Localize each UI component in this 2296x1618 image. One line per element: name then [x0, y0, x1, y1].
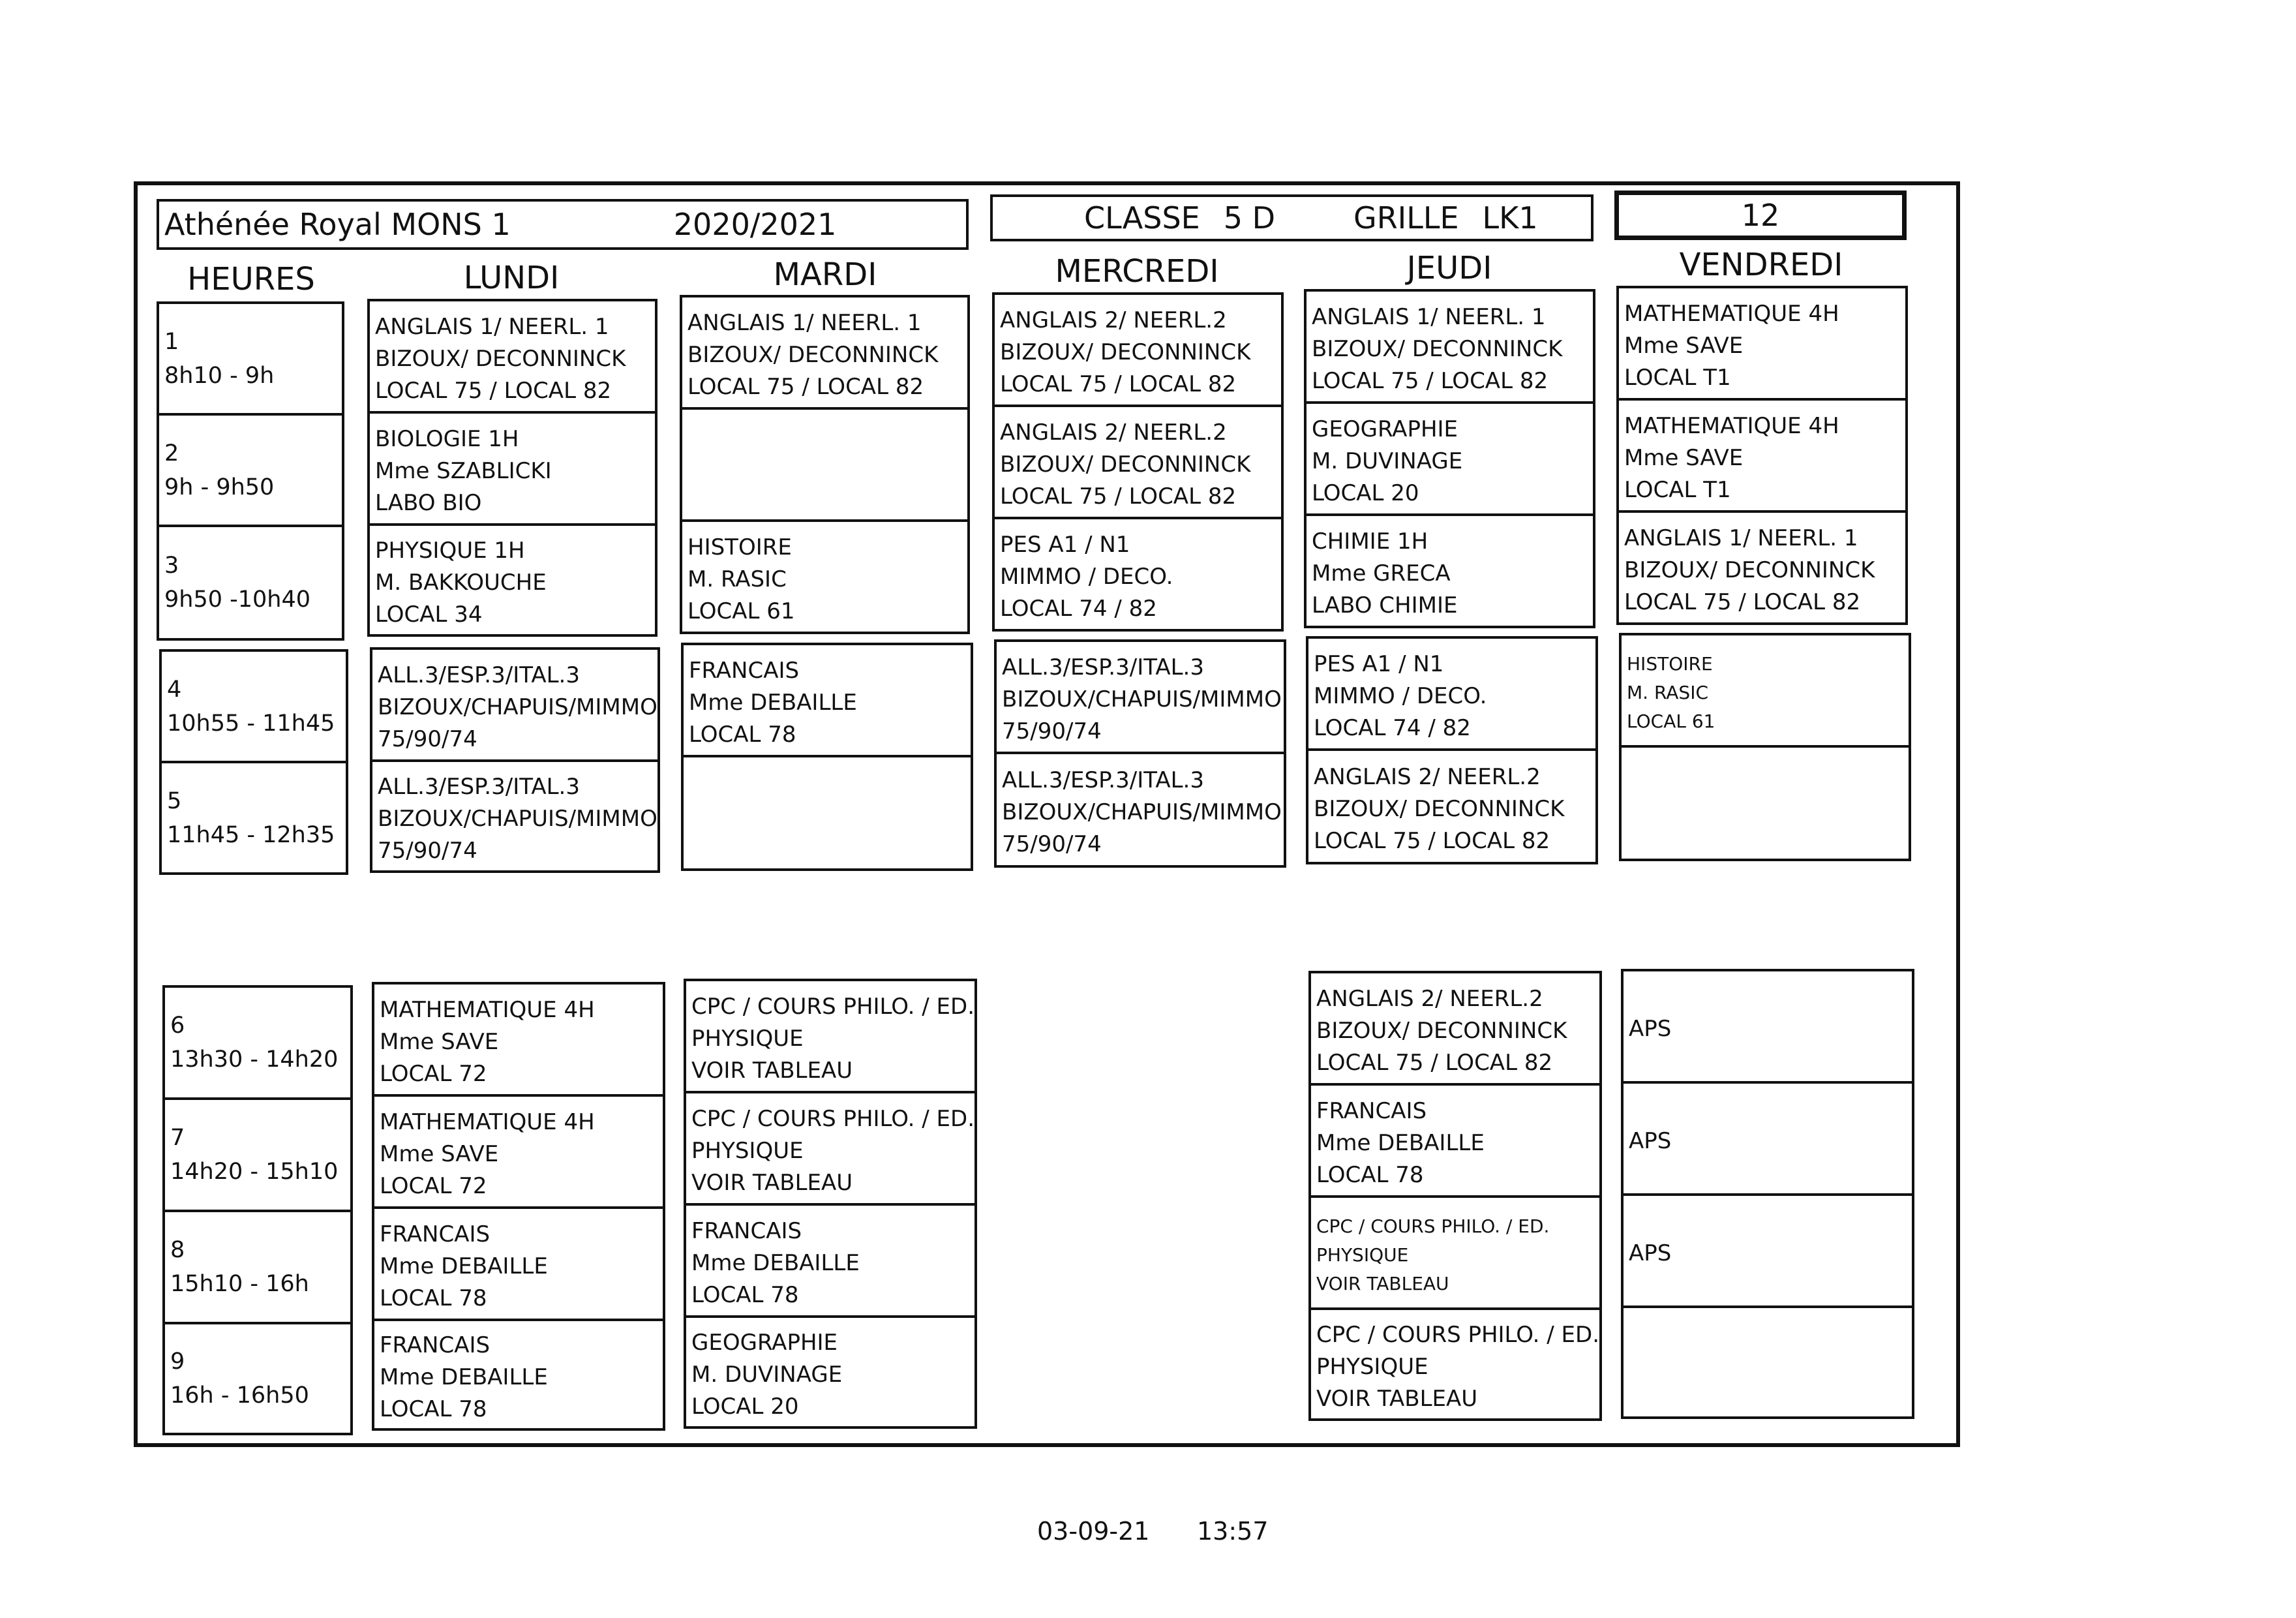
course-name: FRANCAIS [1316, 1097, 1427, 1124]
teacher: Mme GRECA [1312, 560, 1451, 587]
mardi-slot-9 [686, 1318, 974, 1426]
course-name: ANGLAIS 2/ NEERL.2 [1314, 763, 1541, 790]
teacher: Mme DEBAILLE [691, 1249, 860, 1276]
hour-time: 10h55 - 11h45 [167, 710, 335, 737]
room: LOCAL 78 [1316, 1161, 1424, 1188]
mardi-slot-7 [686, 1093, 974, 1206]
hour-number: 2 [164, 440, 179, 466]
hour-row [159, 416, 342, 527]
room: LOCAL 20 [691, 1393, 799, 1420]
hour-number: 9 [170, 1349, 185, 1375]
mardi-block-6-9 [684, 979, 977, 1429]
lundi-block-1-3 [367, 299, 657, 637]
hour-number: 6 [170, 1013, 185, 1039]
vendredi-block-6-9 [1621, 969, 1914, 1419]
room: 75/90/74 [378, 837, 477, 864]
course-name: BIOLOGIE 1H [375, 425, 519, 452]
course-name: PHYSIQUE 1H [375, 537, 525, 564]
hour-time: 16h - 16h50 [170, 1382, 309, 1409]
room: LOCAL 20 [1312, 480, 1419, 506]
print-date: 03-09-21 [1037, 1517, 1150, 1546]
vendredi-slot-9-empty [1624, 1308, 1912, 1416]
room: LOCAL 75 / LOCAL 82 [1624, 588, 1861, 615]
room: LOCAL 61 [687, 598, 795, 624]
teacher: BIZOUX/ DECONNINCK [1316, 1017, 1567, 1044]
course-name: ANGLAIS 1/ NEERL. 1 [687, 309, 922, 336]
teacher: M. RASIC [687, 566, 787, 592]
classe-label: CLASSE [1084, 200, 1200, 236]
jeudi-slot-6 [1311, 973, 1599, 1086]
mardi-slot-5-empty [684, 757, 971, 868]
hour-time: 9h - 9h50 [164, 474, 275, 500]
number-box [1614, 191, 1907, 240]
teacher: Mme DEBAILLE [1316, 1129, 1485, 1156]
room: 75/90/74 [378, 725, 477, 752]
teacher: PHYSIQUE [1316, 1353, 1428, 1380]
hour-time: 9h50 -10h40 [164, 587, 310, 613]
vendredi-block-1-3 [1616, 286, 1908, 625]
room: LOCAL 78 [380, 1285, 487, 1311]
room: LOCAL 75 / LOCAL 82 [1000, 483, 1237, 510]
col-lundi: LUNDI [463, 260, 560, 296]
course-name: GEOGRAPHIE [691, 1329, 838, 1356]
teacher: M. RASIC [1627, 682, 1709, 703]
course-name: APS [1629, 1015, 1672, 1042]
course-name: ALL.3/ESP.3/ITAL.3 [378, 773, 581, 800]
teacher: BIZOUX/ DECONNINCK [1314, 795, 1565, 822]
teacher: M. DUVINAGE [691, 1361, 843, 1388]
course-name: ANGLAIS 2/ NEERL.2 [1000, 419, 1227, 446]
hour-number: 4 [167, 676, 182, 703]
course-name: PES A1 / N1 [1000, 531, 1130, 558]
hour-number: 7 [170, 1125, 185, 1151]
course-name: ANGLAIS 2/ NEERL.2 [1316, 985, 1543, 1012]
vendredi-slot-8 [1624, 1196, 1912, 1308]
hour-number: 1 [164, 328, 179, 355]
hour-time: 14h20 - 15h10 [170, 1159, 339, 1185]
mercredi-block-4-5 [994, 639, 1286, 868]
mardi-slot-2-empty [682, 410, 967, 522]
hour-row [159, 527, 342, 638]
room: LOCAL T1 [1624, 364, 1731, 391]
teacher: BIZOUX/ DECONNINCK [687, 341, 939, 368]
jeudi-slot-2 [1307, 404, 1593, 516]
grid-number: 12 [1741, 198, 1780, 233]
teacher: M. BAKKOUCHE [375, 569, 547, 596]
teacher: BIZOUX/ DECONNINCK [1624, 557, 1875, 583]
vendredi-slot-6 [1624, 971, 1912, 1084]
lundi-block-4-5 [370, 647, 660, 873]
vendredi-slot-3 [1619, 513, 1905, 622]
hour-row [165, 1212, 350, 1324]
grille-label: GRILLE [1353, 200, 1459, 236]
jeudi-slot-1 [1307, 292, 1593, 404]
vendredi-slot-4 [1622, 635, 1909, 748]
course-name: PES A1 / N1 [1314, 650, 1444, 677]
hour-time: 8h10 - 9h [164, 362, 275, 389]
room: LOCAL 72 [380, 1060, 487, 1087]
teacher: Mme DEBAILLE [689, 689, 857, 716]
teacher: BIZOUX/CHAPUIS/MIMMO [1002, 799, 1282, 825]
teacher: MIMMO / DECO. [1314, 682, 1487, 709]
teacher: Mme DEBAILLE [380, 1364, 548, 1390]
school-name: Athénée Royal MONS 1 [164, 207, 511, 242]
room: LOCAL 34 [375, 601, 483, 628]
course-name: CHIMIE 1H [1312, 528, 1428, 555]
teacher: Mme SAVE [380, 1028, 499, 1055]
jeudi-block-6-9 [1308, 971, 1602, 1421]
hour-row [165, 1324, 350, 1433]
course-name: FRANCAIS [380, 1332, 491, 1358]
room: LOCAL 75 / LOCAL 82 [687, 373, 924, 400]
teacher: PHYSIQUE [691, 1137, 804, 1164]
jeudi-slot-7 [1311, 1086, 1599, 1198]
jeudi-slot-8 [1311, 1198, 1599, 1310]
hour-row [165, 1100, 350, 1212]
room: LOCAL 75 / LOCAL 82 [1314, 827, 1550, 854]
hour-row [159, 304, 342, 416]
vendredi-slot-2 [1619, 401, 1905, 513]
teacher: BIZOUX/ DECONNINCK [1312, 335, 1563, 362]
hours-block-4-5 [159, 649, 348, 875]
course-name: MATHEMATIQUE 4H [380, 1108, 595, 1135]
room: LOCAL 72 [380, 1172, 487, 1199]
mardi-slot-1 [682, 298, 967, 410]
mardi-block-1-3 [680, 295, 970, 634]
course-name: FRANCAIS [689, 657, 800, 684]
course-name: ALL.3/ESP.3/ITAL.3 [378, 662, 581, 688]
room: VOIR TABLEAU [1316, 1273, 1449, 1294]
jeudi-slot-5 [1308, 751, 1595, 862]
course-name: ANGLAIS 1/ NEERL. 1 [1312, 303, 1546, 330]
hours-block-6-9 [162, 985, 353, 1435]
jeudi-slot-4 [1308, 639, 1595, 751]
lundi-block-6-9 [372, 982, 665, 1431]
teacher: BIZOUX/CHAPUIS/MIMMO [378, 694, 657, 720]
room: 75/90/74 [1002, 718, 1102, 744]
lundi-slot-2 [370, 414, 655, 526]
room: LOCAL 78 [380, 1396, 487, 1422]
lundi-slot-6 [374, 985, 663, 1097]
vendredi-slot-5-empty [1622, 748, 1909, 859]
lundi-slot-4 [372, 650, 657, 762]
course-name: GEOGRAPHIE [1312, 416, 1458, 442]
room: LABO CHIMIE [1312, 592, 1458, 618]
jeudi-block-4-5 [1306, 636, 1598, 864]
teacher: Mme SAVE [1624, 444, 1744, 471]
room: LOCAL 75 / LOCAL 82 [1000, 371, 1237, 397]
hour-number: 5 [167, 787, 182, 814]
mercredi-slot-1 [995, 295, 1281, 407]
print-time: 13:57 [1197, 1517, 1269, 1546]
course-name: ANGLAIS 2/ NEERL.2 [1000, 307, 1227, 333]
course-name: FRANCAIS [691, 1217, 802, 1244]
course-name: CPC / COURS PHILO. / ED. [691, 1105, 974, 1132]
vendredi-slot-7 [1624, 1084, 1912, 1196]
teacher: BIZOUX/CHAPUIS/MIMMO [1002, 686, 1282, 712]
course-name: CPC / COURS PHILO. / ED. [1316, 1215, 1550, 1237]
lundi-slot-9 [374, 1321, 663, 1428]
room: LOCAL 78 [689, 721, 796, 748]
mardi-slot-4 [684, 645, 971, 757]
hour-number: 3 [164, 553, 179, 579]
teacher: Mme SZABLICKI [375, 457, 552, 484]
hour-number: 8 [170, 1237, 185, 1263]
teacher: Mme SAVE [380, 1140, 499, 1167]
room: LABO BIO [375, 489, 482, 516]
course-name: CPC / COURS PHILO. / ED. [691, 993, 974, 1020]
col-mardi: MARDI [773, 256, 877, 293]
hour-time: 11h45 - 12h35 [167, 821, 335, 848]
school-box [157, 199, 969, 250]
mercredi-slot-4 [997, 642, 1284, 754]
course-name: MATHEMATIQUE 4H [1624, 412, 1839, 439]
teacher: M. DUVINAGE [1312, 448, 1463, 474]
teacher: Mme DEBAILLE [380, 1253, 548, 1279]
col-vendredi: VENDREDI [1679, 247, 1843, 283]
lundi-slot-1 [370, 301, 655, 414]
teacher: BIZOUX/CHAPUIS/MIMMO [378, 805, 657, 832]
lundi-slot-8 [374, 1209, 663, 1321]
hour-row [165, 988, 350, 1100]
mardi-slot-6 [686, 981, 974, 1093]
room: LOCAL 74 / 82 [1000, 595, 1157, 622]
course-name: MATHEMATIQUE 4H [380, 996, 595, 1023]
teacher: BIZOUX/ DECONNINCK [1000, 451, 1251, 478]
classe-value: 5 D [1223, 200, 1276, 236]
hour-time: 13h30 - 14h20 [170, 1046, 339, 1073]
grille-value: LK1 [1482, 200, 1538, 236]
room: VOIR TABLEAU [691, 1057, 853, 1084]
col-mercredi: MERCREDI [1055, 253, 1219, 290]
mardi-slot-3 [682, 522, 967, 632]
hours-block-1-3 [157, 301, 344, 641]
teacher: MIMMO / DECO. [1000, 563, 1173, 590]
room: 75/90/74 [1002, 831, 1102, 857]
teacher: PHYSIQUE [691, 1025, 804, 1052]
hour-row [162, 763, 346, 872]
course-name: ALL.3/ESP.3/ITAL.3 [1002, 654, 1205, 680]
room: LOCAL T1 [1624, 476, 1731, 503]
course-name: HISTOIRE [1627, 653, 1713, 675]
lundi-slot-7 [374, 1097, 663, 1209]
jeudi-slot-9 [1311, 1310, 1599, 1418]
course-name: ALL.3/ESP.3/ITAL.3 [1002, 767, 1205, 793]
course-name: APS [1629, 1240, 1672, 1266]
room: LOCAL 61 [1627, 710, 1715, 732]
teacher: BIZOUX/ DECONNINCK [375, 345, 626, 372]
room: LOCAL 78 [691, 1281, 799, 1308]
col-heures: HEURES [187, 261, 315, 298]
course-name: APS [1629, 1127, 1672, 1154]
lundi-slot-5 [372, 762, 657, 870]
room: VOIR TABLEAU [1316, 1385, 1478, 1412]
mercredi-slot-5 [997, 754, 1284, 865]
room: VOIR TABLEAU [691, 1169, 853, 1196]
course-name: CPC / COURS PHILO. / ED. [1316, 1321, 1599, 1348]
mercredi-block-1-3 [992, 292, 1284, 632]
hour-row [162, 652, 346, 763]
course-name: MATHEMATIQUE 4H [1624, 300, 1839, 327]
vendredi-block-4-5 [1619, 633, 1911, 861]
teacher: Mme SAVE [1624, 332, 1744, 359]
room: LOCAL 75 / LOCAL 82 [375, 377, 612, 404]
room: LOCAL 75 / LOCAL 82 [1312, 367, 1548, 394]
teacher: PHYSIQUE [1316, 1244, 1409, 1266]
school-year: 2020/2021 [673, 207, 837, 242]
hour-time: 15h10 - 16h [170, 1271, 309, 1297]
jeudi-block-1-3 [1304, 289, 1595, 628]
course-name: ANGLAIS 1/ NEERL. 1 [375, 313, 609, 340]
mardi-slot-8 [686, 1206, 974, 1318]
mardi-block-4-5 [681, 643, 973, 871]
class-box [990, 194, 1594, 241]
mercredi-slot-3 [995, 519, 1281, 629]
lundi-slot-3 [370, 526, 655, 634]
vendredi-slot-1 [1619, 288, 1905, 401]
course-name: ANGLAIS 1/ NEERL. 1 [1624, 525, 1858, 551]
mercredi-slot-2 [995, 407, 1281, 519]
room: LOCAL 74 / 82 [1314, 714, 1471, 741]
col-jeudi: JEUDI [1406, 250, 1492, 286]
room: LOCAL 75 / LOCAL 82 [1316, 1049, 1553, 1076]
course-name: HISTOIRE [687, 534, 792, 560]
teacher: BIZOUX/ DECONNINCK [1000, 339, 1251, 365]
jeudi-slot-3 [1307, 516, 1593, 626]
course-name: FRANCAIS [380, 1221, 491, 1247]
